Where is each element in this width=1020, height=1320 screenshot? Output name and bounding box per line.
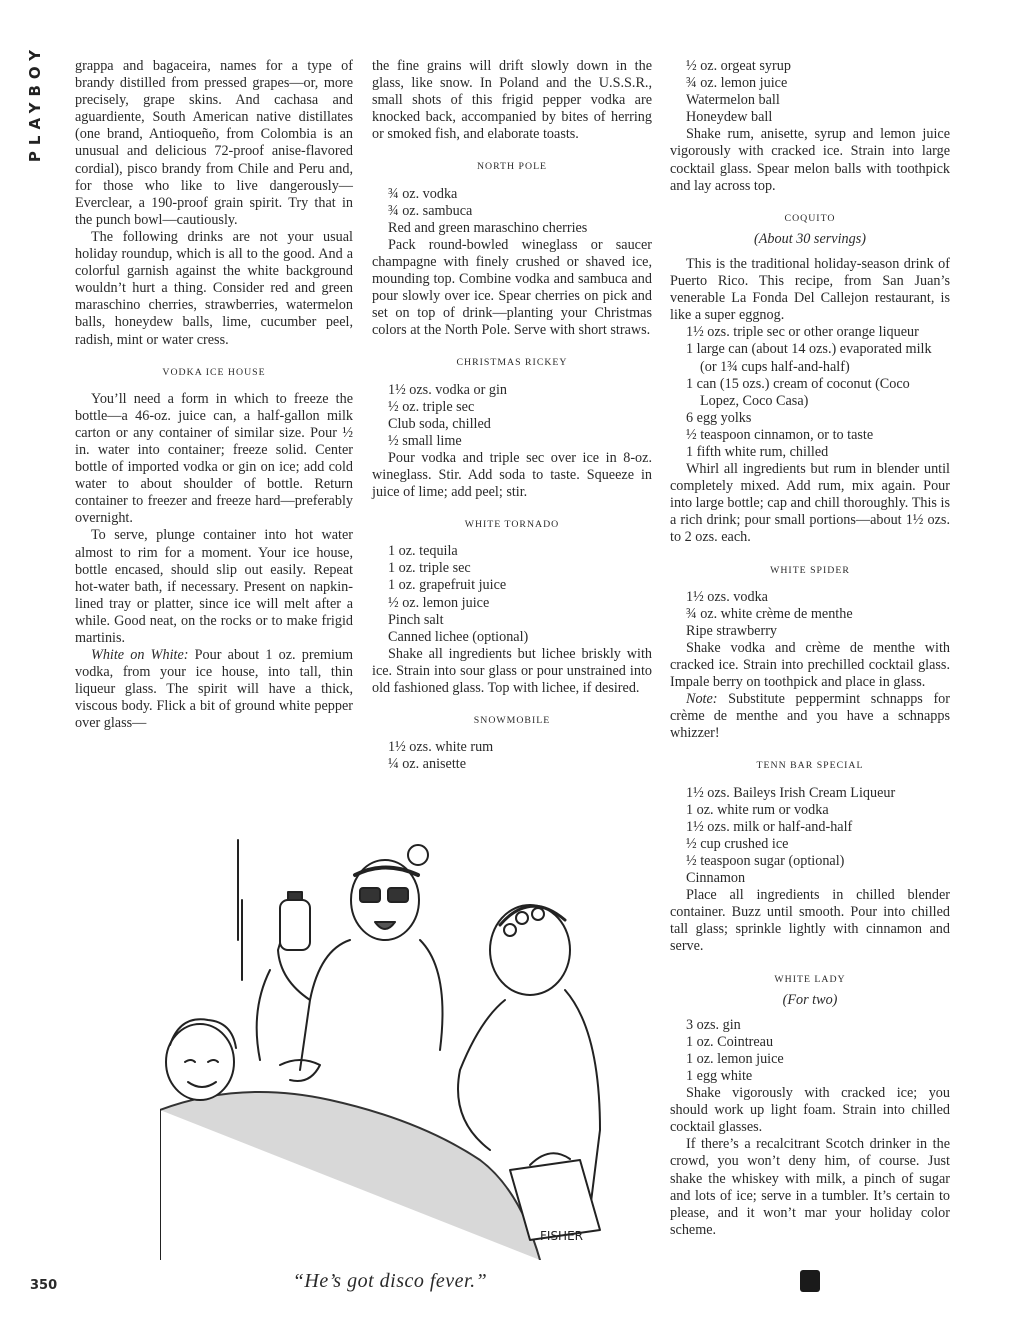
recipe-subheading: (For two) — [782, 991, 838, 1008]
rabbit-head-icon — [800, 1270, 820, 1292]
ingredient-list — [670, 589, 950, 640]
paragraph: Whirl all ingredients but rum in blender until completely mixed. Add rum, mix again. Pour into large bottle; cap and chill thoroughly. This is a rich drink; pour small portions—about 1½ ozs. to 2 ozs. each. — [670, 461, 950, 546]
ingredient-item: ½ oz. triple sec — [388, 398, 475, 415]
paragraph: The following drinks are not your usual holiday roundup, which is all to the good. And a colorful garnish against the white background wouldn’t hurt a thing. Consider red and green maraschino cherries, strawberries, watermelon balls, honeydew balls, lime, cucumber peel, radish, mint or water cress. — [75, 228, 353, 348]
recipe-heading: TENN BAR SPECIAL — [756, 760, 864, 772]
ingredient-item: 1½ ozs. triple sec or other orange liqueur — [686, 324, 919, 341]
cartoon-signature: FISHER — [540, 1229, 584, 1243]
ingredient-item: 1 fifth white rum, chilled — [686, 443, 829, 460]
ingredient-list — [670, 1017, 950, 1085]
ingredient-item: 1 egg white — [686, 1067, 753, 1084]
ingredient-item: 6 egg yolks — [686, 409, 752, 426]
ingredient-item: ½ teaspoon cinnamon, or to taste — [686, 426, 874, 443]
ingredient-item: ¾ oz. lemon juice — [686, 75, 788, 92]
article-column-3 — [670, 58, 950, 1239]
ingredient-item: 1 oz. Cointreau — [686, 1033, 774, 1050]
paragraph: Shake all ingredients but lichee briskly with ice. Strain into sour glass or pour unstrained into old fashioned glass. Top with lichee, if desired. — [372, 645, 652, 696]
recipe-heading: COQUITO — [784, 212, 836, 224]
ingredient-item: 1 can (15 ozs.) cream of coconut (Coco Lopez, Coco Casa) — [686, 375, 910, 409]
ingredient-item: 1½ ozs. milk or half-and-half — [686, 818, 853, 835]
ingredient-item: 1 oz. lemon juice — [686, 1050, 784, 1067]
paragraph: If there’s a recalcitrant Scotch drinker in the crowd, you won’t deny him, of course. Just shake the whiskey with milk, a pinch of sugar and lots of ice; serve in a tumbler. It’s certain to please, and it won’t mar your holiday color scheme. — [670, 1136, 950, 1238]
ingredient-list — [372, 739, 652, 773]
article-column-1 — [75, 58, 353, 733]
page-number: 350 — [30, 1278, 58, 1293]
ingredient-item: 1½ ozs. vodka — [686, 588, 768, 605]
ingredient-item: ¾ oz. sambuca — [388, 202, 473, 219]
magazine-name: PLAYBOY — [26, 44, 44, 163]
ingredient-item: ½ small lime — [388, 432, 462, 449]
paragraph: Place all ingredients in chilled blender container. Buzz until smooth. Pour into chilled tall glass; sprinkle lightly with cinnamon and serve. — [670, 887, 950, 955]
paragraph-lead: White on White: — [91, 647, 189, 664]
paragraph-lead: Note: — [686, 691, 718, 708]
paragraph: To serve, plunge container into hot water almost to rim for a moment. Your ice house, bottle encased, should slip out easily. Repeat hot-water bath, if necessary. Present on napkin-lined tray or platter, since ice will melt after a while. Good neat, on the rocks or to make frigid martinis. — [75, 527, 353, 646]
recipe-heading: WHITE TORNADO — [464, 519, 560, 531]
ingredient-item: ¾ oz. white crème de menthe — [686, 605, 853, 622]
paragraph: Shake rum, anisette, syrup and lemon juice vigorously with cracked ice. Strain into large cocktail glass. Spear melon balls with toothpick and lay across top. — [670, 126, 950, 194]
paragraph: Pack round-bowled wineglass or saucer champagne with finely crushed or shaved ice, mounding top. Combine vodka and sambuca and pour slowly over ice. Spear cherries on pick and set on top of drink—planting your Christmas colors at the North Pole. Serve with short straws. — [372, 236, 652, 339]
ingredient-item: 1 large can (about 14 ozs.) evaporated milk (or 1¾ cups half-and-half) — [686, 341, 932, 375]
ingredient-item: 1 oz. white rum or vodka — [686, 801, 829, 818]
paragraph: Shake vigorously with cracked ice; you should work up light foam. Strain into chilled cocktail glasses. — [670, 1085, 950, 1136]
ingredient-list — [372, 382, 652, 450]
paragraph: the fine grains will drift slowly down in the glass, like snow. In Poland and the U.S.S.R., small shots of this frigid pepper vodka are knocked back, accompanied by bites of herring or smoked fish, and elaborate toasts. — [372, 58, 652, 143]
paragraph: This is the traditional holiday-season drink of Puerto Rico. This recipe, from San Juan’s venerable La Fonda Del Callejon restaurant, is like a super eggnog. — [670, 255, 950, 324]
paragraph: You’ll need a form in which to freeze the bottle—a 46-oz. juice can, a half-gallon milk carton or any container of similar size. Pour ½ in. water into container; freeze solid. Center bottle of imported vodka or gin on ice; add cold water to about shoulder of bottle. Return container to freezer and freeze hard—preferably overnight. — [75, 390, 353, 527]
ingredient-item: ¼ oz. anisette — [388, 756, 467, 773]
paragraph — [670, 691, 950, 742]
article-column-2 — [372, 58, 652, 773]
ingredient-list — [372, 543, 652, 646]
ingredient-item: Ripe strawberry — [686, 622, 778, 639]
ingredient-item: Canned lichee (optional) — [388, 628, 529, 645]
ingredient-item: 1½ ozs. white rum — [388, 739, 494, 756]
ingredient-list — [670, 58, 950, 126]
ingredient-item: 1 oz. triple sec — [388, 560, 471, 577]
cartoon-caption: “He’s got disco fever.” — [292, 1270, 488, 1292]
recipe-heading: WHITE LADY — [774, 973, 846, 985]
ingredient-item: Cinnamon — [686, 870, 746, 887]
ingredient-item: 1 oz. grapefruit juice — [388, 577, 507, 594]
ingredient-item: ½ teaspoon sugar (optional) — [686, 852, 845, 869]
ingredient-item: 1 oz. tequila — [388, 543, 458, 560]
ingredient-item: 1½ ozs. Baileys Irish Cream Liqueur — [686, 784, 896, 801]
ingredient-item: ½ cup crushed ice — [686, 835, 789, 852]
ingredient-item: ½ oz. lemon juice — [388, 594, 490, 611]
ingredient-list — [372, 186, 652, 237]
paragraph: Shake vodka and crème de menthe with cracked ice. Strain into prechilled cocktail glass. Impale berry on toothpick and place in glass. — [670, 639, 950, 691]
ingredient-item: Pinch salt — [388, 611, 444, 628]
ingredient-item: 3 ozs. gin — [686, 1016, 741, 1033]
ingredient-list — [670, 324, 950, 461]
recipe-heading: VODKA ICE HOUSE — [162, 366, 266, 378]
recipe-heading: WHITE SPIDER — [770, 564, 850, 576]
ingredient-item: ¾ oz. vodka — [388, 185, 458, 202]
ingredient-item: 1½ ozs. vodka or gin — [388, 381, 508, 398]
paragraph: grappa and bagaceira, names for a type of brandy distilled from pressed grapes—or, more precisely, grape skins. And cachasa and aguardiente, South American native distillates (one brand, Antioqueño, from Colombia is an unusual and delicious 72-proof anise-flavored cordial), pisco brandy from Chile and Peru and, for those who like to live dangerously—Everclear, a 190-proof grain spirit. Try that in the punch bowl—cautiously. — [75, 58, 353, 228]
recipe-heading: SNOWMOBILE — [473, 715, 551, 727]
paragraph: Pour vodka and triple sec over ice in 8-oz. wineglass. Stir. Add soda to taste. Squeeze in juice of lime; add peel; stir. — [372, 449, 652, 501]
ingredient-list — [670, 785, 950, 888]
cartoon-illustration — [160, 830, 620, 1260]
recipe-subheading: (About 30 servings) — [754, 230, 866, 247]
recipe-heading: NORTH POLE — [476, 161, 548, 173]
paragraph-body: Substitute peppermint schnapps for crème de menthe and you have a schnapps whizzer! — [670, 691, 950, 742]
paragraph — [75, 647, 353, 732]
ingredient-item: ½ oz. orgeat syrup — [686, 58, 791, 74]
paragraph-body: Pour about 1 oz. premium vodka, from your ice house, into tall, thin liqueur glass. The spirit will have a thick, viscous body. Flick a bit of ground white pepper over glass— — [75, 647, 353, 732]
ingredient-item: Watermelon ball — [686, 92, 780, 109]
ingredient-item: Honeydew ball — [686, 109, 773, 126]
ingredient-item: Club soda, chilled — [388, 415, 491, 432]
ingredient-item: Red and green maraschino cherries — [388, 219, 588, 236]
recipe-heading: CHRISTMAS RICKEY — [456, 357, 568, 369]
